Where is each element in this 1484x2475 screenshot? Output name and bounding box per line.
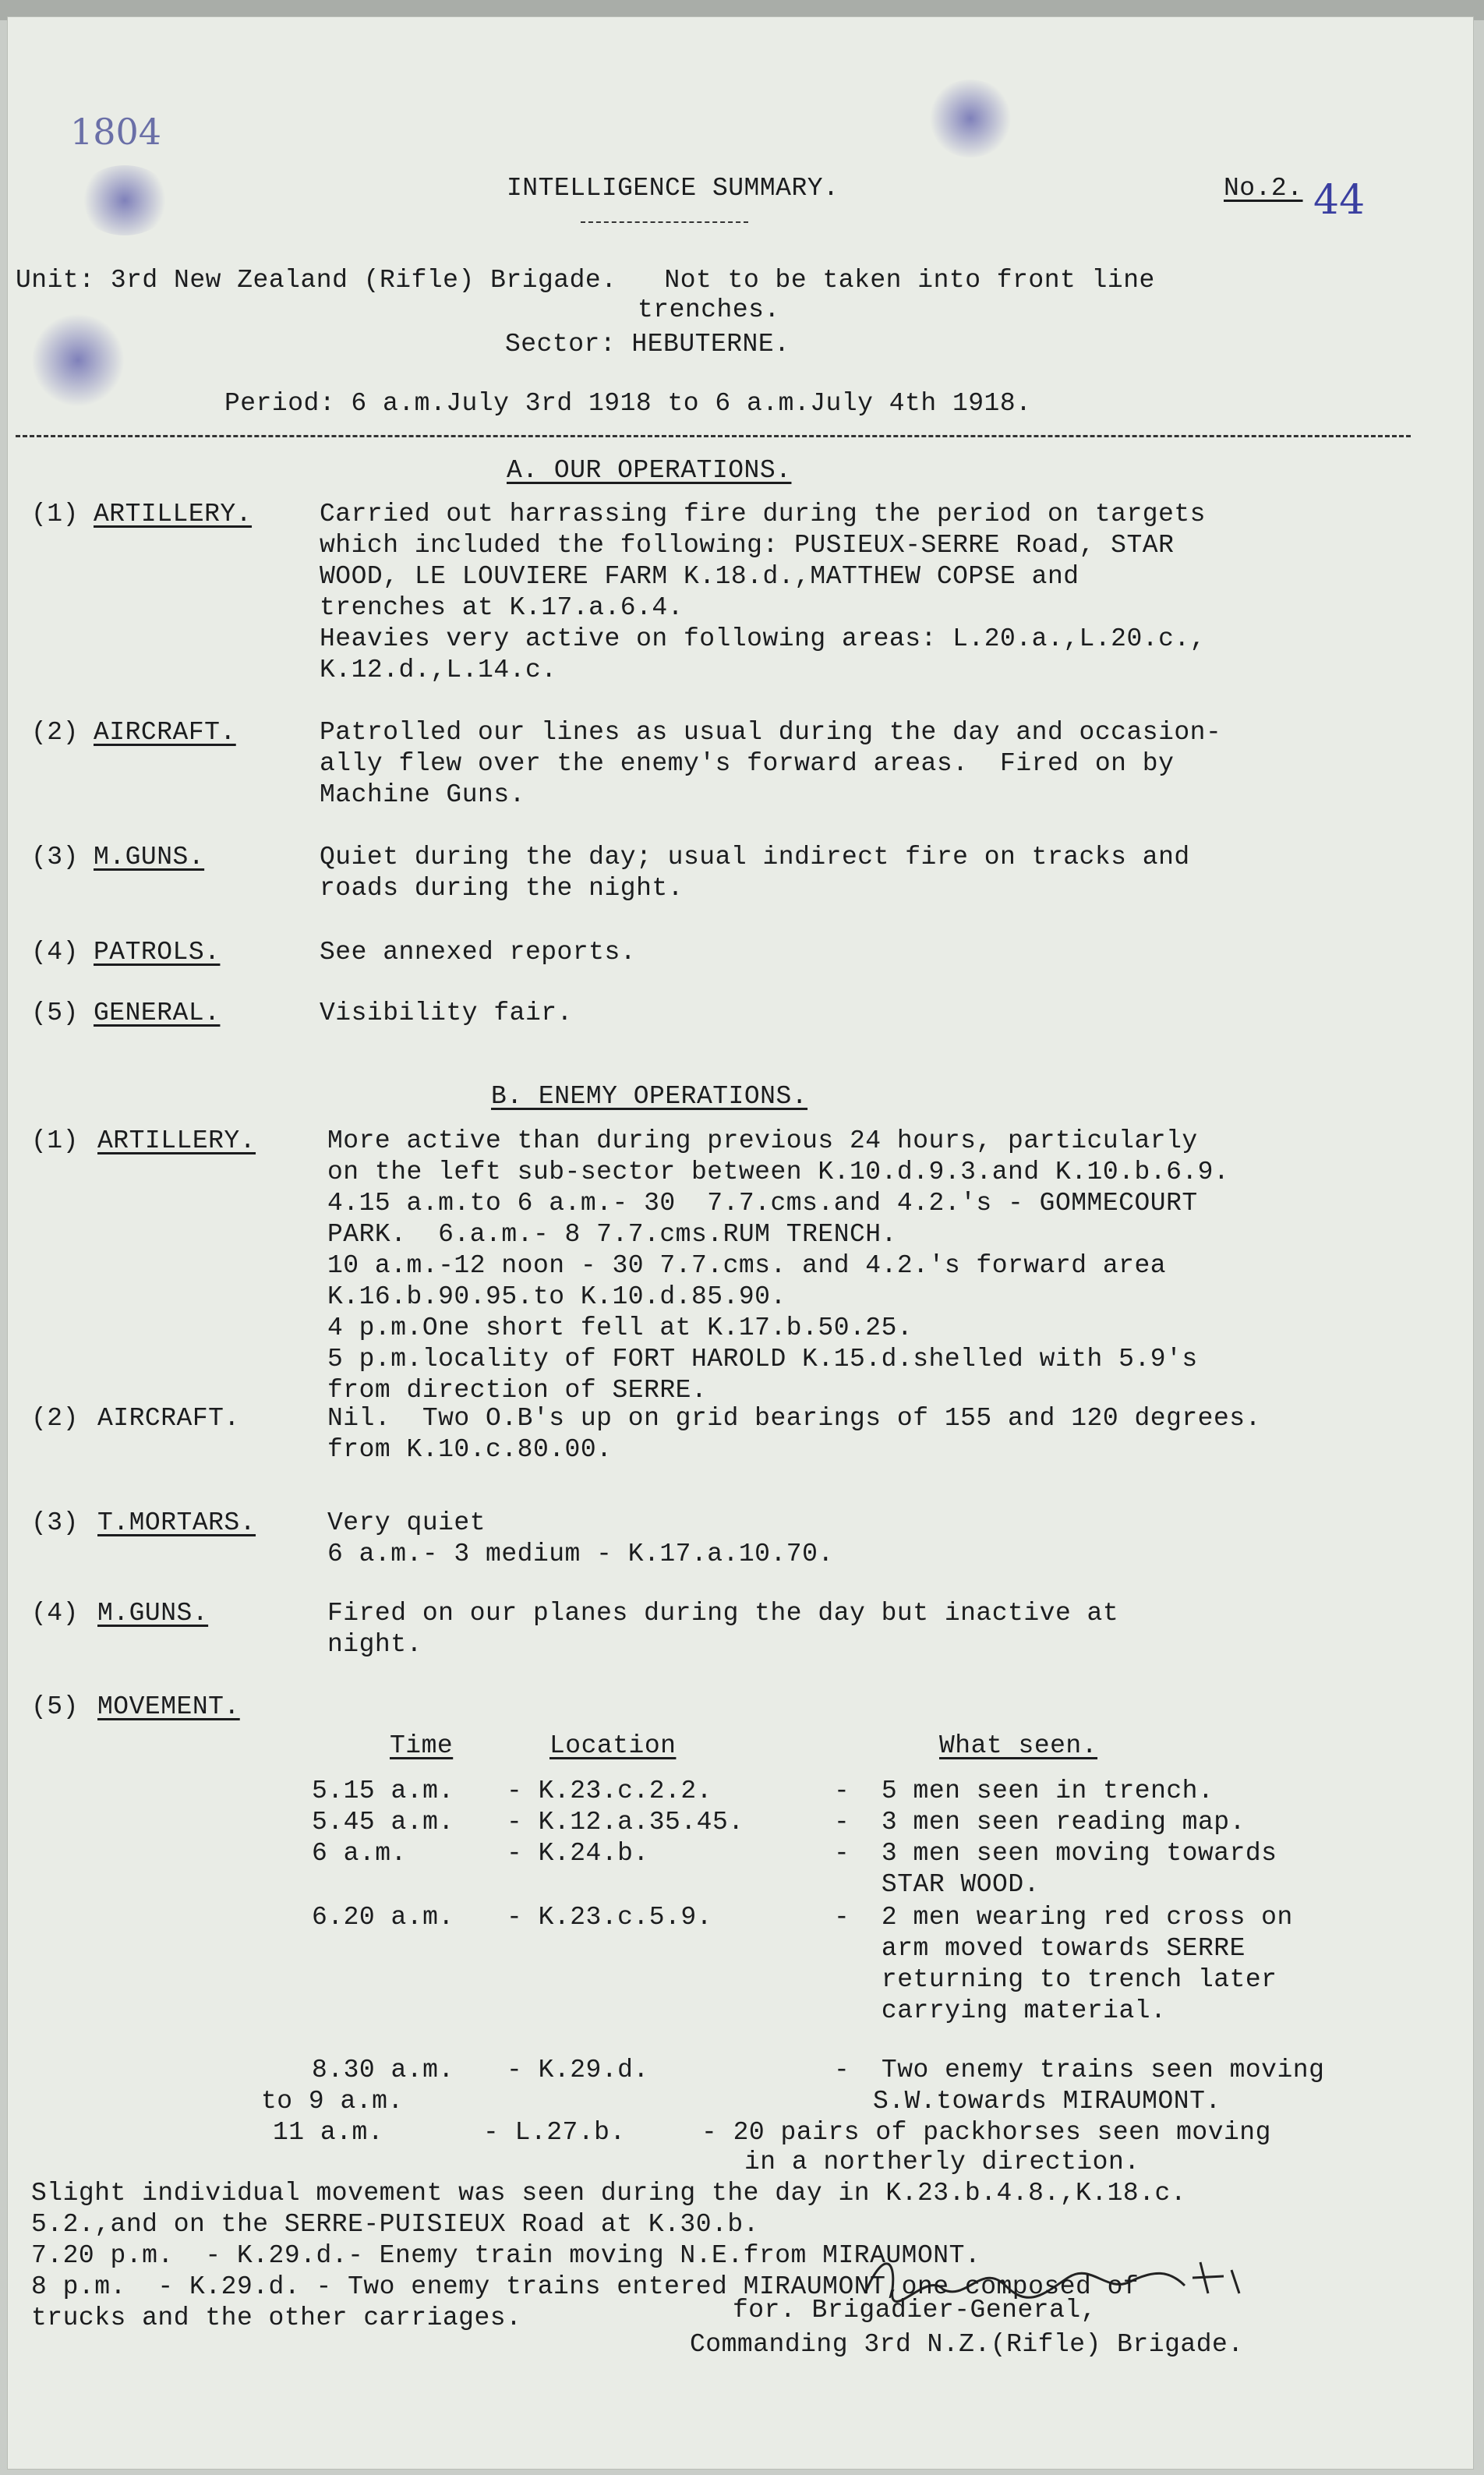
closing-line: 5.2.,and on the SERRE-PUISIEUX Road at K.30.b. bbox=[31, 2210, 759, 2239]
item-text-line: Fired on our planes during the day but inactive at bbox=[327, 1599, 1119, 1628]
item-text-line: More active than during previous 24 hours, particularly bbox=[327, 1126, 1198, 1155]
page-number: 44 bbox=[1313, 177, 1366, 224]
unit-line: Unit: 3rd New Zealand (Rifle) Brigade. Not to be taken into front line bbox=[16, 266, 1155, 295]
item-text-line: Very quiet bbox=[327, 1508, 486, 1537]
table-row-time: 11 a.m. bbox=[273, 2118, 384, 2147]
item-number: (5) bbox=[31, 1692, 79, 1721]
table-row-seen: - 20 pairs of packhorses seen moving bbox=[701, 2118, 1271, 2147]
table-row-location: - L.27.b. bbox=[483, 2118, 626, 2147]
unit-line-cont: trenches. bbox=[638, 295, 780, 324]
item-text-line: from K.10.c.80.00. bbox=[327, 1435, 613, 1464]
table-row-seen: - 3 men seen moving towards bbox=[834, 1839, 1277, 1868]
table-row-time: 5.45 a.m. bbox=[312, 1808, 454, 1837]
item-label: ARTILLERY. bbox=[94, 500, 253, 529]
closing-line: trucks and the other carriages. bbox=[31, 2304, 522, 2332]
item-label: M.GUNS. bbox=[97, 1599, 209, 1628]
item-number: (5) bbox=[31, 999, 79, 1027]
section-a-heading: A. OUR OPERATIONS. bbox=[507, 456, 792, 485]
item-label: MOVEMENT. bbox=[97, 1692, 240, 1721]
item-text-line: Carried out harrassing fire during the period on targets bbox=[320, 500, 1206, 529]
item-number: (4) bbox=[31, 1599, 79, 1628]
archive-number: 1804 bbox=[70, 111, 162, 153]
ink-blot bbox=[31, 313, 125, 407]
ink-blot bbox=[78, 165, 171, 235]
item-number: (3) bbox=[31, 1508, 79, 1537]
col-seen-header: What seen. bbox=[939, 1731, 1098, 1760]
item-label: AIRCRAFT. bbox=[97, 1404, 240, 1433]
signature-command-line: Commanding 3rd N.Z.(Rifle) Brigade. bbox=[690, 2330, 1244, 2359]
closing-line: 8 p.m. - K.29.d. - Two enemy trains entered MIRAUMONT,one composed of bbox=[31, 2272, 1140, 2301]
item-text-line: Machine Guns. bbox=[320, 780, 525, 809]
sector-line: Sector: HEBUTERNE. bbox=[505, 330, 790, 359]
item-label: T.MORTARS. bbox=[97, 1508, 256, 1537]
summary-number: No.2. bbox=[1224, 174, 1303, 203]
item-number: (1) bbox=[31, 1126, 79, 1155]
table-row-seen: carrying material. bbox=[834, 1996, 1167, 2025]
item-text-line: Heavies very active on following areas: L.20.a.,L.20.c., bbox=[320, 624, 1206, 653]
table-row-location: - K.12.a.35.45. bbox=[507, 1808, 744, 1837]
table-row-seen: in a northerly direction. bbox=[744, 2148, 1140, 2176]
table-row-time: 6.20 a.m. bbox=[312, 1903, 454, 1932]
item-label: PATROLS. bbox=[94, 938, 221, 967]
title-underline bbox=[581, 221, 748, 223]
document-page bbox=[8, 17, 1473, 2469]
item-text-line: K.16.b.90.95.to K.10.d.85.90. bbox=[327, 1282, 786, 1311]
divider bbox=[16, 435, 1411, 437]
item-text-line: 5 p.m.locality of FORT HAROLD K.15.d.shelled with 5.9's bbox=[327, 1345, 1198, 1374]
item-number: (3) bbox=[31, 843, 79, 872]
item-text-line: See annexed reports. bbox=[320, 938, 637, 967]
item-label: ARTILLERY. bbox=[97, 1126, 256, 1155]
item-text-line: 10 a.m.-12 noon - 30 7.7.cms. and 4.2.'s forward area bbox=[327, 1251, 1167, 1280]
ink-blot bbox=[928, 80, 1013, 157]
item-text-line: Visibility fair. bbox=[320, 999, 573, 1027]
table-row-location: - K.23.c.5.9. bbox=[507, 1903, 712, 1932]
item-text-line: Patrolled our lines as usual during the day and occasion- bbox=[320, 718, 1222, 747]
table-row-seen: - 3 men seen reading map. bbox=[834, 1808, 1246, 1837]
item-text-line: from direction of SERRE. bbox=[327, 1376, 708, 1405]
item-text-line: roads during the night. bbox=[320, 874, 684, 903]
table-row-time: 5.15 a.m. bbox=[312, 1777, 454, 1805]
table-row-seen: - Two enemy trains seen moving bbox=[834, 2056, 1325, 2084]
table-row-seen: - 2 men wearing red cross on bbox=[834, 1903, 1293, 1932]
closing-line: 7.20 p.m. - K.29.d.- Enemy train moving N.E.from MIRAUMONT. bbox=[31, 2241, 981, 2270]
item-text-line: 4 p.m.One short fell at K.17.b.50.25. bbox=[327, 1314, 913, 1342]
section-b-heading: B. ENEMY OPERATIONS. bbox=[491, 1082, 808, 1111]
col-time-header: Time bbox=[390, 1731, 454, 1760]
table-row-seen: S.W.towards MIRAUMONT. bbox=[873, 2087, 1221, 2116]
item-text-line: K.12.d.,L.14.c. bbox=[320, 656, 557, 684]
item-text-line: Quiet during the day; usual indirect fire on tracks and bbox=[320, 843, 1190, 872]
period-line: Period: 6 a.m.July 3rd 1918 to 6 a.m.July 4th 1918. bbox=[224, 389, 1032, 418]
table-row-location: - K.23.c.2.2. bbox=[507, 1777, 712, 1805]
closing-line: Slight individual movement was seen during the day in K.23.b.4.8.,K.18.c. bbox=[31, 2179, 1187, 2208]
document-title: INTELLIGENCE SUMMARY. bbox=[507, 174, 839, 203]
table-row-seen: returning to trench later bbox=[834, 1965, 1277, 1994]
item-number: (4) bbox=[31, 938, 79, 967]
table-row-seen: arm moved towards SERRE bbox=[834, 1934, 1246, 1963]
item-text-line: Nil. Two O.B's up on grid bearings of 155 and 120 degrees. bbox=[327, 1404, 1261, 1433]
item-text-line: 6 a.m.- 3 medium - K.17.a.10.70. bbox=[327, 1540, 834, 1568]
table-row-time: 6 a.m. bbox=[312, 1839, 407, 1868]
table-row-seen: STAR WOOD. bbox=[834, 1870, 1040, 1899]
item-number: (2) bbox=[31, 1404, 79, 1433]
table-row-time: to 9 a.m. bbox=[261, 2087, 404, 2116]
item-number: (1) bbox=[31, 500, 79, 529]
item-text-line: on the left sub-sector between K.10.d.9.3.and K.10.b.6.9. bbox=[327, 1158, 1230, 1186]
table-row-location: - K.29.d. bbox=[507, 2056, 649, 2084]
item-label: AIRCRAFT. bbox=[94, 718, 236, 747]
item-number: (2) bbox=[31, 718, 79, 747]
item-text-line: ally flew over the enemy's forward areas. Fired on by bbox=[320, 749, 1175, 778]
item-text-line: 4.15 a.m.to 6 a.m.- 30 7.7.cms.and 4.2.'s - GOMMECOURT bbox=[327, 1189, 1198, 1218]
item-label: GENERAL. bbox=[94, 999, 221, 1027]
table-row-time: 8.30 a.m. bbox=[312, 2056, 454, 2084]
col-location-header: Location bbox=[549, 1731, 677, 1760]
item-text-line: trenches at K.17.a.6.4. bbox=[320, 593, 684, 622]
table-row-location: - K.24.b. bbox=[507, 1839, 649, 1868]
item-text-line: WOOD, LE LOUVIERE FARM K.18.d.,MATTHEW COPSE and bbox=[320, 562, 1079, 591]
item-label: M.GUNS. bbox=[94, 843, 205, 872]
item-text-line: which included the following: PUSIEUX-SERRE Road, STAR bbox=[320, 531, 1175, 560]
item-text-line: night. bbox=[327, 1630, 422, 1659]
signature-for-line: for. Brigadier-General, bbox=[733, 2296, 1097, 2325]
item-text-line: PARK. 6.a.m.- 8 7.7.cms.RUM TRENCH. bbox=[327, 1220, 897, 1249]
table-row-seen: - 5 men seen in trench. bbox=[834, 1777, 1214, 1805]
